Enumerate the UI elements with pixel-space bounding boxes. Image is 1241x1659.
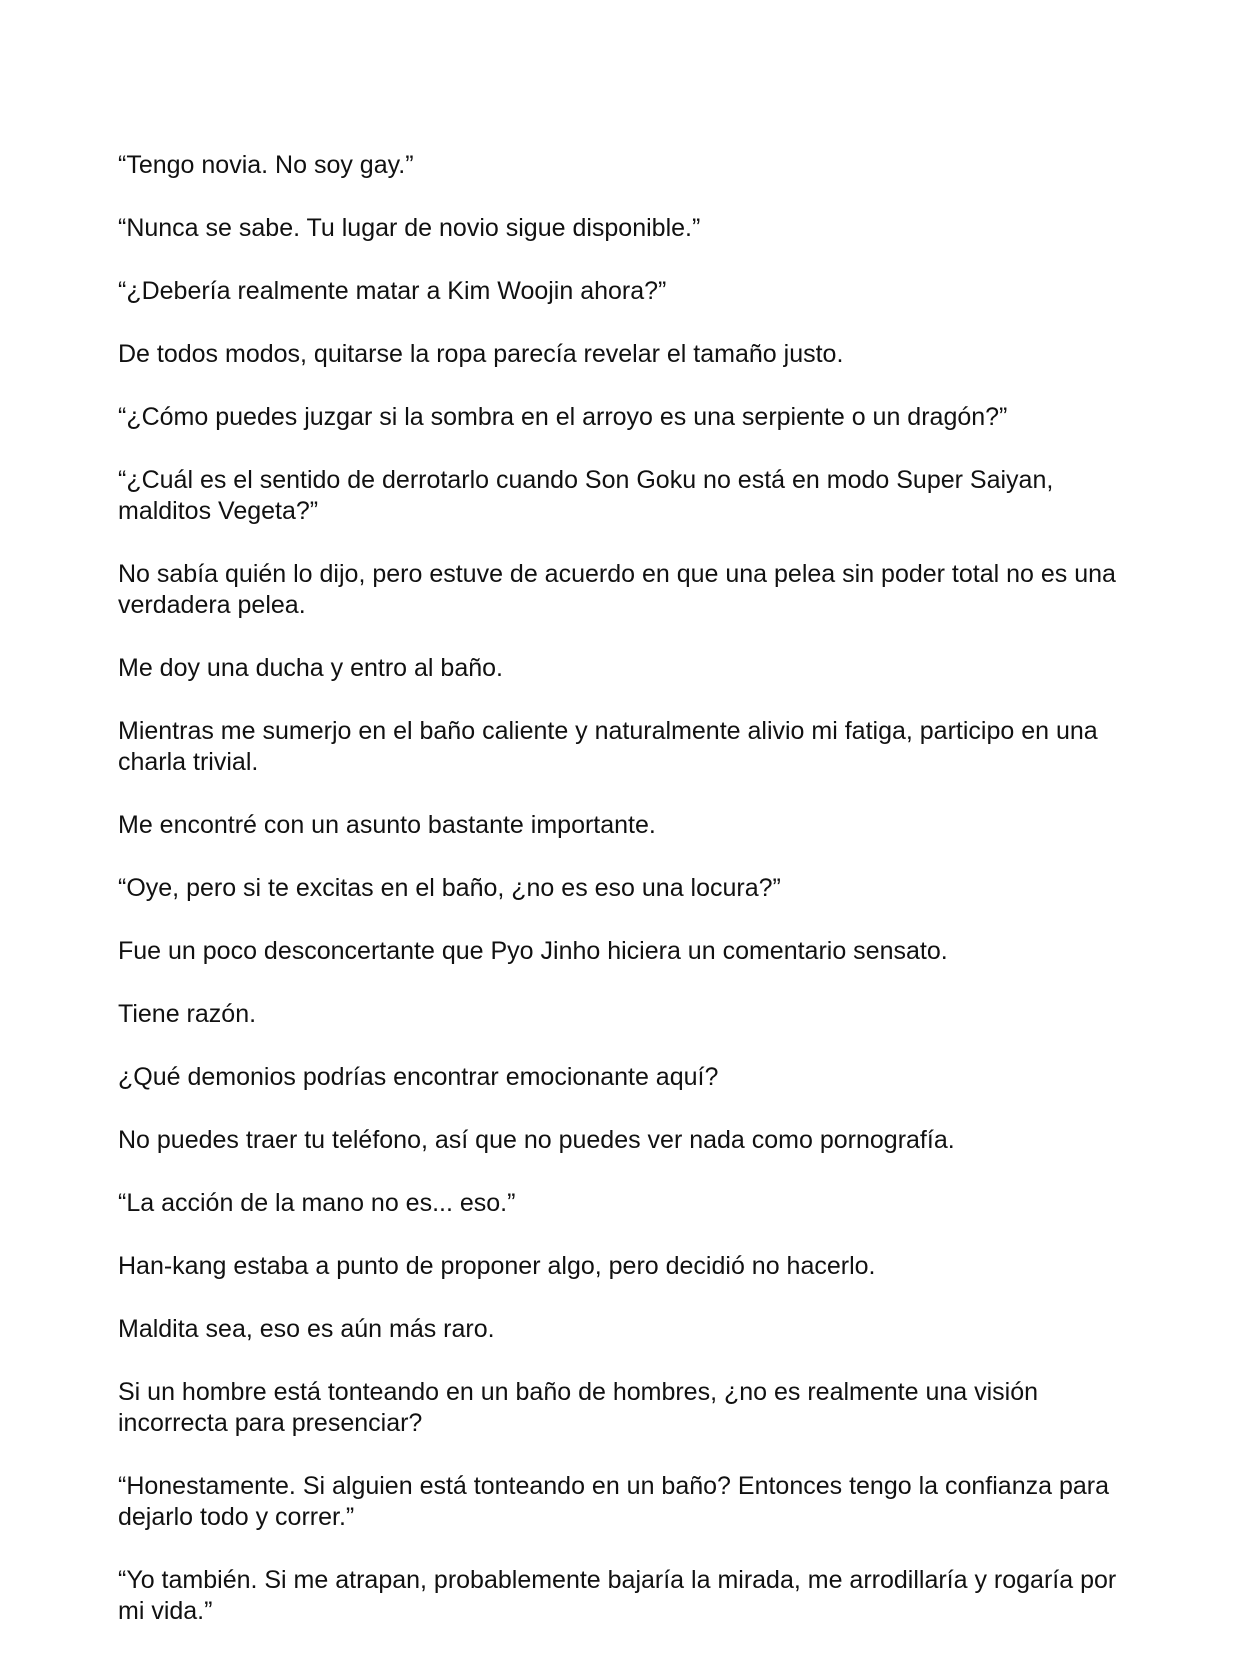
paragraph-1: “Tengo novia. No soy gay.” xyxy=(118,151,414,179)
paragraph-13: Tiene razón. xyxy=(118,1000,257,1028)
paragraph-19: Si un hombre está tonteando en un baño de hombres, ¿no es realmente una visión incorrecta para presenciar? xyxy=(118,1378,1039,1437)
paragraph-10: Me encontré con un asunto bastante importante. xyxy=(118,811,656,839)
paragraph-9: Mientras me sumerjo en el baño caliente y naturalmente alivio mi fatiga, participo en una charla trivial. xyxy=(118,717,1098,776)
paragraph-16: “La acción de la mano no es... eso.” xyxy=(118,1189,516,1217)
paragraph-8: Me doy una ducha y entro al baño. xyxy=(118,654,503,682)
paragraph-18: Maldita sea, eso es aún más raro. xyxy=(118,1315,495,1343)
paragraph-2: “Nunca se sabe. Tu lugar de novio sigue disponible.” xyxy=(118,214,701,242)
paragraph-5: “¿Cómo puedes juzgar si la sombra en el arroyo es una serpiente o un dragón?” xyxy=(118,403,1008,431)
paragraph-21: “Yo también. Si me atrapan, probablemente bajaría la mirada, me arrodillaría y rogaría por mi vida.” xyxy=(118,1566,1117,1625)
paragraph-14: ¿Qué demonios podrías encontrar emocionante aquí? xyxy=(118,1063,719,1091)
paragraph-17: Han-kang estaba a punto de proponer algo, pero decidió no hacerlo. xyxy=(118,1252,876,1280)
paragraph-3: “¿Debería realmente matar a Kim Woojin ahora?” xyxy=(118,277,667,305)
paragraph-4: De todos modos, quitarse la ropa parecía revelar el tamaño justo. xyxy=(118,340,844,368)
paragraph-7: No sabía quién lo dijo, pero estuve de acuerdo en que una pelea sin poder total no es una verdadera pelea. xyxy=(118,560,1116,619)
paragraph-11: “Oye, pero si te excitas en el baño, ¿no es eso una locura?” xyxy=(118,874,781,902)
paragraph-20: “Honestamente. Si alguien está tonteando en un baño? Entonces tengo la confianza para dejarlo todo y correr.” xyxy=(118,1472,1109,1531)
paragraph-6: “¿Cuál es el sentido de derrotarlo cuando Son Goku no está en modo Super Saiyan, malditos Vegeta?” xyxy=(118,466,1054,525)
document-body xyxy=(118,150,1128,1659)
paragraph-12: Fue un poco desconcertante que Pyo Jinho hiciera un comentario sensato. xyxy=(118,937,948,965)
paragraph-15: No puedes traer tu teléfono, así que no puedes ver nada como pornografía. xyxy=(118,1126,955,1154)
